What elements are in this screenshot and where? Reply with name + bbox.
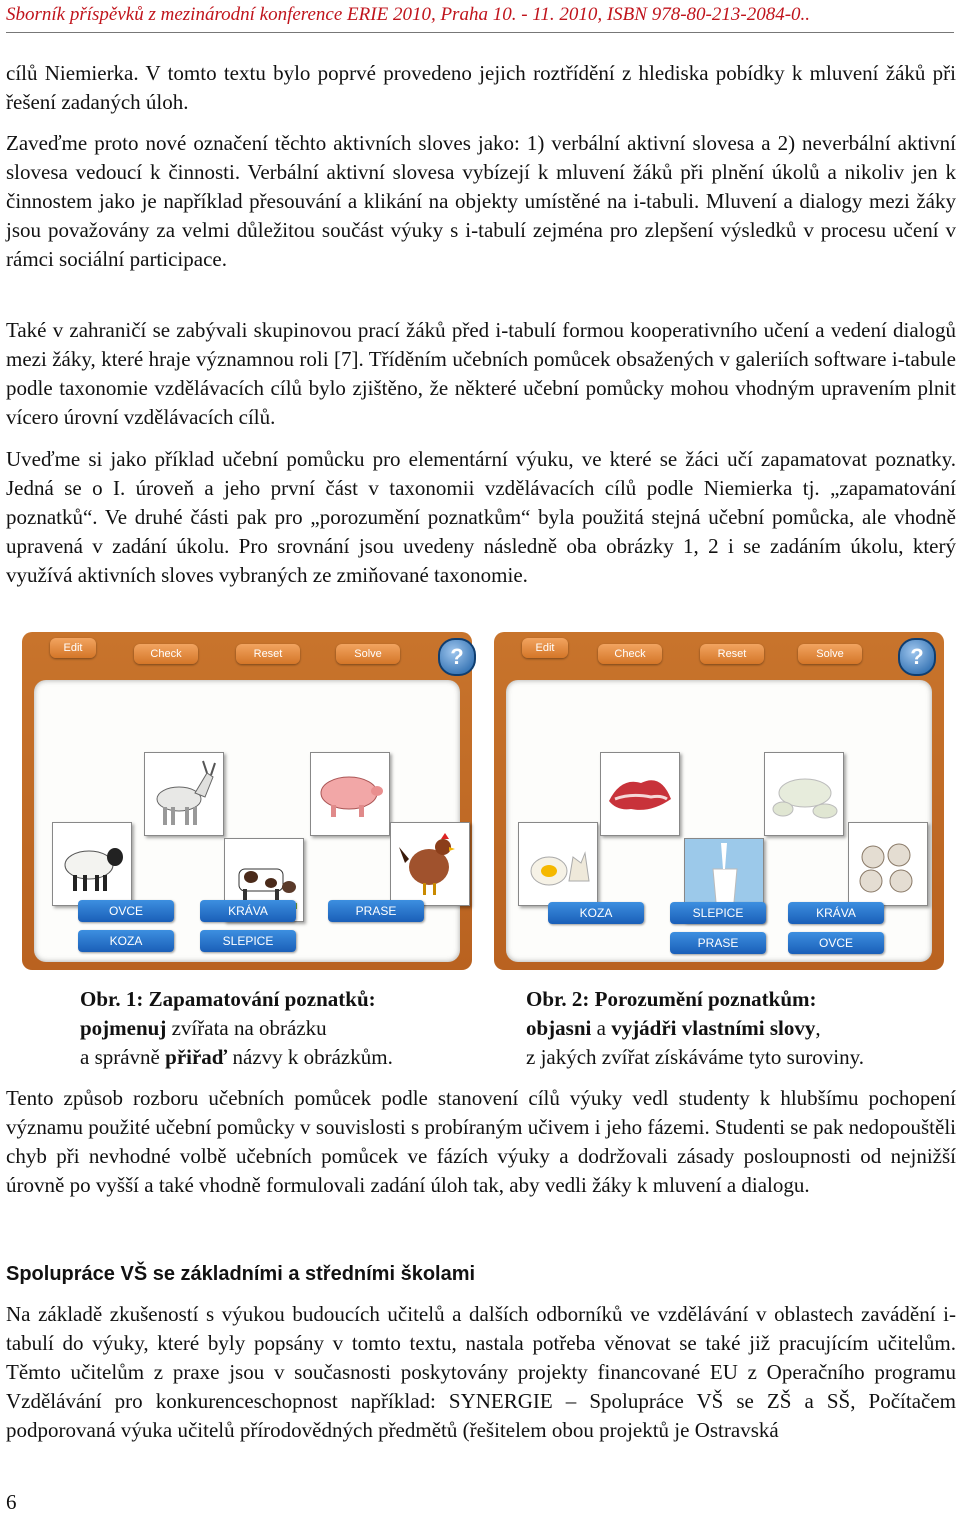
wool-image-card[interactable] bbox=[848, 822, 928, 906]
page-number: 6 bbox=[6, 1490, 17, 1514]
label-koza[interactable]: KOZA bbox=[78, 930, 174, 952]
label-slepice[interactable]: SLEPICE bbox=[200, 930, 296, 952]
section-heading: Spolupráce VŠ se základními a středními školami bbox=[6, 1263, 476, 1285]
eggs-image-card[interactable] bbox=[518, 822, 598, 906]
meat-icon bbox=[601, 753, 679, 835]
label-ovce[interactable]: OVCE bbox=[788, 932, 884, 954]
caption-2-verb-2: vyjádři vlastními slovy bbox=[611, 1016, 816, 1040]
caption-2-title: Obr. 2: Porozumění poznatkům: bbox=[526, 987, 817, 1011]
page-header: Sborník příspěvků z mezinárodní konference ERIE 2010, Praha 10. - 11. 2010, ISBN 978-80-213-2084-0.. bbox=[6, 3, 954, 33]
solve-button[interactable]: Solve bbox=[336, 644, 400, 664]
cheese-icon bbox=[765, 753, 843, 835]
paragraph-3: Také v zahraničí se zabývali skupinovou prací žáků před i-tabulí formou kooperativního učení a vedení dialogů mezi žáky, které hraje významnou roli [7]. Tříděním učebních pomůcek obsažených v galeriích software i-tabule podle taxonomie vzdělávacích cílů bylo zjištěno, že některé učební pomůcky mohou vhodným upravením plnit vícero úrovní vzdělávacích cílů. bbox=[6, 318, 956, 429]
figure-1-toolbar bbox=[22, 632, 472, 678]
label-koza[interactable]: KOZA bbox=[548, 902, 644, 924]
check-button[interactable]: Check bbox=[598, 644, 662, 664]
figure-2-whiteboard bbox=[494, 632, 944, 970]
caption-2-verb-1: objasni bbox=[526, 1016, 592, 1040]
wool-icon bbox=[849, 823, 927, 905]
meat-image-card[interactable] bbox=[600, 752, 680, 836]
label-krava[interactable]: KRÁVA bbox=[200, 900, 296, 922]
help-icon[interactable]: ? bbox=[898, 638, 936, 676]
caption-2-text-2: , bbox=[815, 1016, 821, 1040]
caption-1-text-3: názvy k obrázkům. bbox=[227, 1045, 393, 1069]
label-slepice[interactable]: SLEPICE bbox=[670, 902, 766, 924]
figure-2-canvas bbox=[506, 680, 932, 962]
paragraph-5: Tento způsob rozboru učebních pomůcek podle stanovení cílů výuky vedl studenty k hlubšímu pochopení významu použité učební pomůcky v souvislosti s probíraným učivem i jeho fázemi. Studenti se pak nedopouštěli chyb při nevhodné volbě učebních pomůcek ve fázích výuky a dodržovali zásady posloupnosti od nejnižší úrovně po vyšší a také vhodně formulovali zadání úloh tak, aby vedli žáky k mluvení a dialogu. bbox=[6, 1086, 956, 1197]
paragraph-2: Zaveďme proto nové označení těchto aktivních sloves jako: 1) verbální aktivní slovesa a 2) neverbální aktivní slovesa vedoucí k činnosti. Verbální aktivní slovesa vybízejí k mluvení žáků při plnění úkolů a nikoliv jen k činnostem jako je například přesouvání a klikání na objekty umístěné na i-tabuli. Mluvení a dialogy mezi žáky jsou považovány za velmi důležitou součást výuky s i-tabulí zejména pro zlepšení výsledků v procesu učení v rámci sociální participace. bbox=[6, 131, 956, 271]
caption-1-verb-2: přiřaď bbox=[165, 1045, 228, 1069]
reset-button[interactable]: Reset bbox=[236, 644, 300, 664]
figure-1-canvas bbox=[34, 680, 460, 962]
caption-2-text-1: a bbox=[591, 1016, 612, 1040]
figure-2-toolbar bbox=[494, 632, 944, 678]
cheese-image-card[interactable] bbox=[764, 752, 844, 836]
egg-icon bbox=[519, 823, 597, 905]
pig-image-card[interactable] bbox=[310, 752, 390, 836]
figure-1-caption bbox=[80, 985, 393, 1072]
edit-button[interactable]: Edit bbox=[50, 638, 96, 658]
label-prase[interactable]: PRASE bbox=[670, 932, 766, 954]
caption-2-text-3: z jakých zvířat získáváme tyto suroviny. bbox=[526, 1045, 865, 1069]
reset-button[interactable]: Reset bbox=[700, 644, 764, 664]
paragraph-4: Uveďme si jako příklad učební pomůcku pro elementární výuku, ve které se žáci učí zapamatovat poznatky. Jedná se o I. úroveň a jeho první část v taxonomii vzdělávacích cílů podle Niemierka tj. „zapamatování poznatků“. Ve druhé části pak pro „porozumění poznatkům“ byla použitá stejná učební pomůcka, ale vhodně upravená v zadání úkolu. Pro srovnání jsou uvedeny následně oba obrázky 1, 2 i se zadáním úkolu, který využívá aktivních sloves vybraných ze zmiňované taxonomie. bbox=[6, 447, 956, 587]
solve-button[interactable]: Solve bbox=[798, 644, 862, 664]
help-icon[interactable]: ? bbox=[438, 638, 476, 676]
caption-1-verb-1: pojmenuj bbox=[80, 1016, 167, 1040]
sheep-image-card[interactable] bbox=[52, 822, 132, 906]
label-krava[interactable]: KRÁVA bbox=[788, 902, 884, 924]
hen-icon bbox=[391, 823, 469, 905]
goat-image-card[interactable] bbox=[144, 752, 224, 836]
caption-1-text-1: zvířata na obrázku bbox=[166, 1016, 327, 1040]
edit-button[interactable]: Edit bbox=[522, 638, 568, 658]
label-prase[interactable]: PRASE bbox=[328, 900, 424, 922]
label-ovce[interactable]: OVCE bbox=[78, 900, 174, 922]
sheep-icon bbox=[53, 823, 131, 905]
paragraph-1: cílů Niemierka. V tomto textu bylo poprvé provedeno jejich roztřídění z hlediska pobídky k mluvení žáků při řešení zadaných úloh. bbox=[6, 61, 956, 114]
goat-icon bbox=[145, 753, 223, 835]
figure-2-caption bbox=[526, 985, 864, 1072]
pig-icon bbox=[311, 753, 389, 835]
paragraph-6: Na základě zkušeností s výukou budoucích učitelů a dalších odborníků ve vzdělávání v oblastech zavádění i-tabulí do výuky, které byly popsány v tomto textu, nastala potřeba věnovat se také již pracujícím učitelům. Těmto učitelům z praxe jsou v současnosti poskytovány projekty financované EU z Operačního programu Vzdělávání pro konkurenceschopnost například: SYNERGIE – Spolupráce VŠ se ZŠ a SŠ, Počítačem podporovaná výuka učitelů přírodovědných předmětů (řešitelem obou projektů je Ostravská bbox=[6, 1302, 956, 1442]
caption-1-title: Obr. 1: Zapamatování poznatků: bbox=[80, 987, 376, 1011]
caption-1-text-2: a správně bbox=[80, 1045, 166, 1069]
figure-1-whiteboard bbox=[22, 632, 472, 970]
hen-image-card[interactable] bbox=[390, 822, 470, 906]
check-button[interactable]: Check bbox=[134, 644, 198, 664]
